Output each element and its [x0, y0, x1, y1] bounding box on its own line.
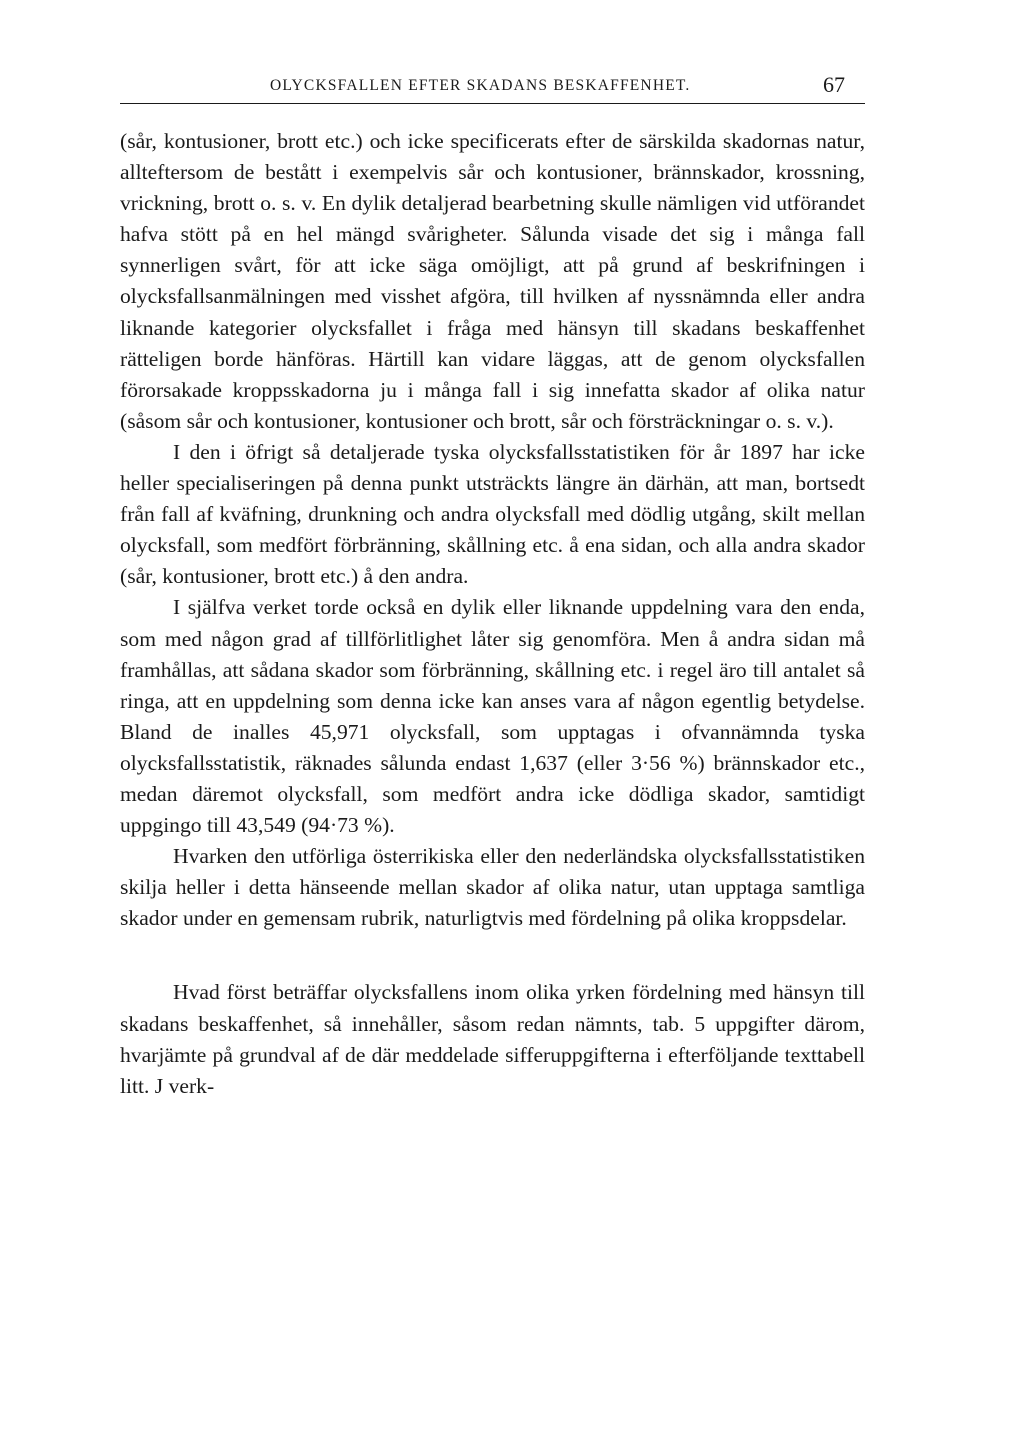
- paragraph-2: I den i öfrigt så detaljerade tyska olycksfallsstatistiken för år 1897 har icke heller specialiseringen på denna punkt utsträckts längre än därhän, att man, bortsedt från fall af kväfning, drunkning och andra olycksfall med dödlig utgång, skilt mellan olycksfall, som medfört förbränning, skållning etc. å ena sidan, och alla andra skador (sår, kontusioner, brott etc.) å den andra.: [120, 439, 865, 589]
- header-rule: [120, 103, 865, 104]
- paragraph-3: I själfva verket torde också en dylik eller liknande uppdelning vara den enda, som med någon grad af tillförlitlighet låter sig genomföra. Men å andra sidan må framhållas, att sådana skador som förbränning, skållning etc. i regel äro till antalet så ringa, att en uppdelning som denna icke kan anses vara af någon egentlig betydelse. Bland de inalles 45,971 olycksfall, som upptagas i ofvannämnda tyska olycksfallsstatistik, räknades sålunda endast 1,637 (eller 3·56 %) brännskador etc., medan däremot olycksfall, som medfört andra icke dödliga skador, samtidigt uppgingo till 43,549 (94·73 %).: [120, 595, 865, 838]
- paragraph-4: Hvarken den utförliga österrikiska eller den nederländska olycksfallsstatistiken skilja heller i detta hänseende mellan skador af olika natur, utan upptaga samtliga skador under en gemensam rubrik, naturligtvis med fördelning på olika kroppsdelar.: [120, 844, 865, 931]
- page-number: 67: [823, 72, 845, 97]
- section-gap: [120, 934, 865, 977]
- page-header: [120, 72, 865, 106]
- running-title: OLYCKSFALLEN EFTER SKADANS BESKAFFENHET.: [270, 77, 691, 94]
- paragraph-1: (sår, kontusioner, brott etc.) och icke specificerats efter de särskilda skadornas natur, allteftersom de bestått i exempelvis sår och kontusioner, brännskador, krossning, vrickning, brott o. s. v. En dylik detaljerad bearbetning skulle nämligen vid utförandet hafva stött på en hel mängd svårigheter. Sålunda visade det sig i många fall synnerligen svårt, för att icke säga omöjligt, att på grund af beskrifningen i olycksfallsanmälningen med visshet afgöra, till hvilken af nyssnämnda eller andra liknande kategorier olycksfallet i fråga med hänsyn till skadans beskaffenhet rätteligen borde hänföras. Härtill kan vidare läggas, att de genom olycksfallen förorsakade kroppsskadorna ju i många fall i sig innefatta skador af olika natur (såsom sår och kontusioner, kontusioner och brott, sår och försträckningar o. s. v.).: [120, 129, 865, 433]
- paragraph-5: Hvad först beträffar olycksfallens inom olika yrken fördelning med hänsyn till skadans beskaffenhet, så innehåller, såsom redan nämnts, tab. 5 uppgifter därom, hvarjämte på grundval af de där meddelade sifferuppgifterna i efterföljande texttabell litt. J verk-: [120, 980, 865, 1098]
- body-text: [120, 126, 865, 1102]
